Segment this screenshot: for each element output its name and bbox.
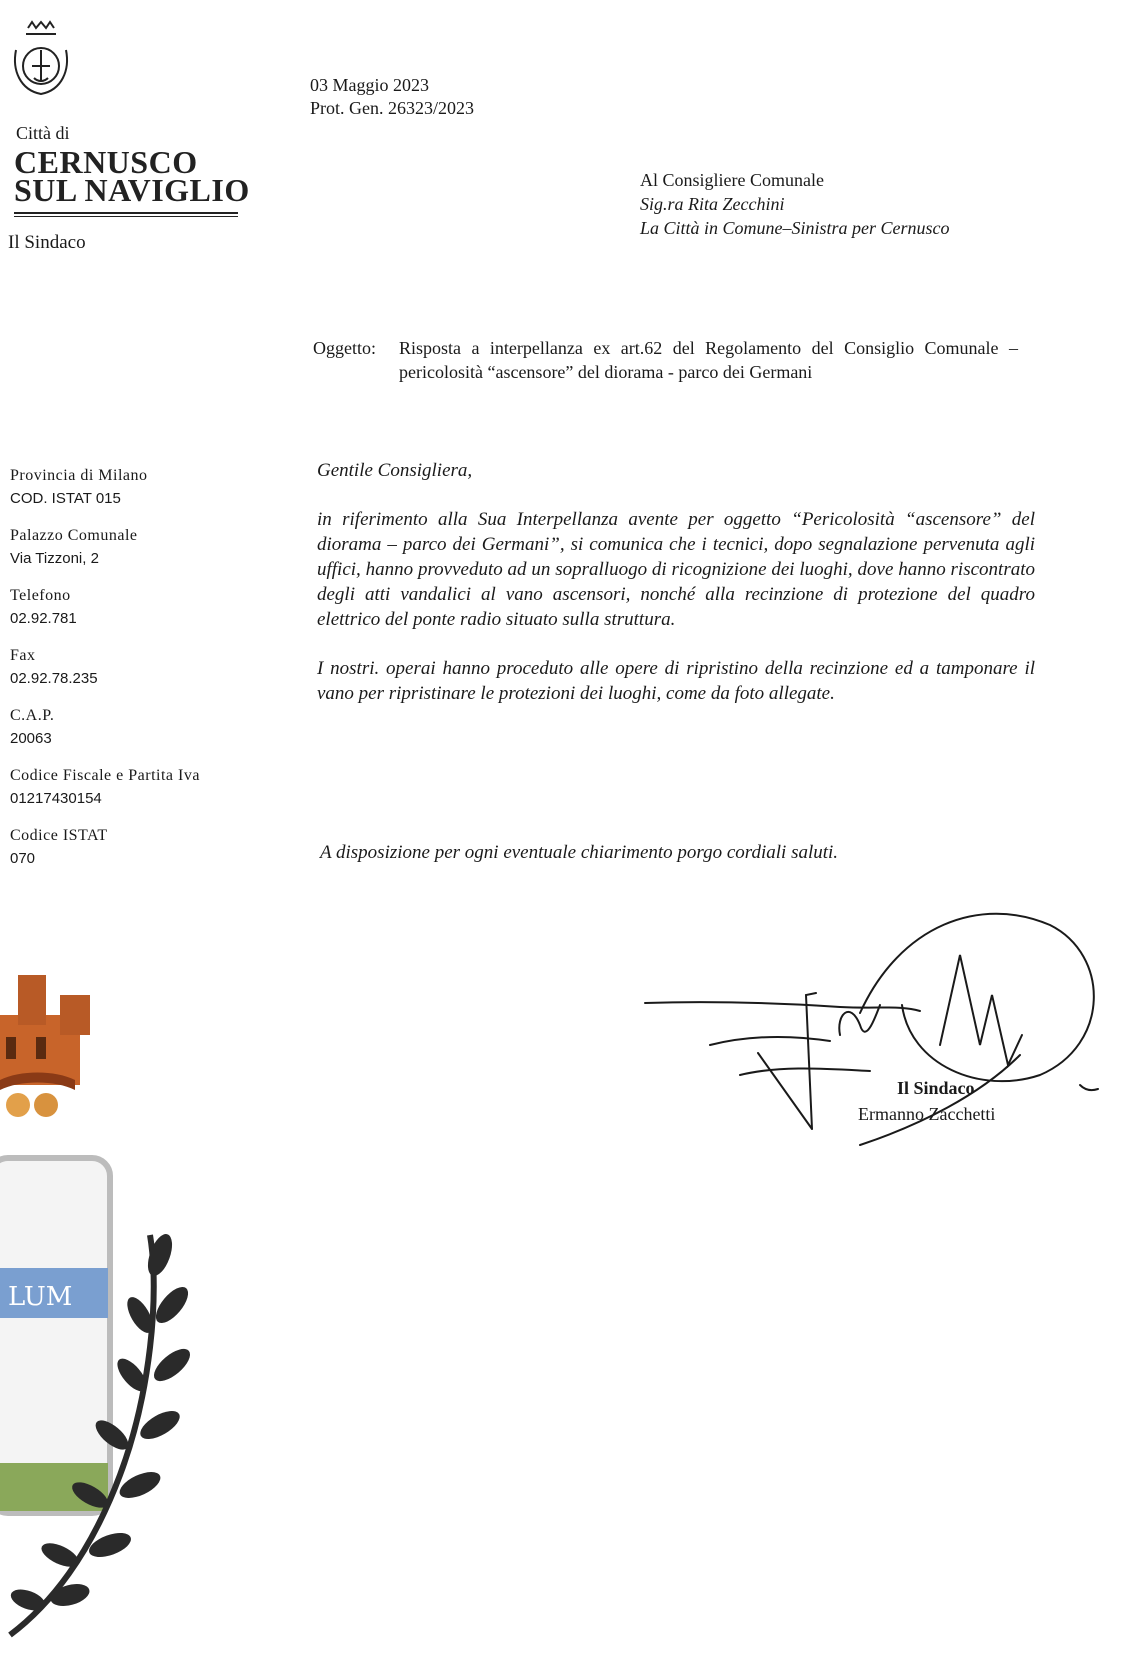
subject-block: [313, 336, 1018, 384]
sidebar-value: Via Tizzoni, 2: [10, 550, 99, 567]
sidebar-item-postal-code: [10, 704, 280, 750]
sidebar-label: C.A.P.: [10, 707, 55, 724]
coat-of-arms-icon: [0, 975, 210, 1665]
sidebar-item-province: [10, 464, 280, 510]
sidebar-value: 02.92.78.235: [10, 670, 98, 687]
recipient-role: Al Consigliere Comunale: [640, 170, 824, 190]
sidebar-item-address: [10, 524, 280, 570]
city-prefix: Città di: [16, 123, 70, 143]
protocol-number: Prot. Gen. 26323/2023: [310, 98, 474, 118]
recipient-name: Sig.ra Rita Zecchini: [640, 194, 785, 214]
recipient-group: La Città in Comune–Sinistra per Cernusco: [640, 218, 950, 238]
sidebar-value: 02.92.781: [10, 610, 77, 627]
city-name-line1: CERNUSCO: [14, 144, 198, 180]
body-paragraph-1: in riferimento alla Sua Interpellanza avente per oggetto “Pericolosità “ascensore” del diorama – parco dei Germani”, si comunica che i tecnici, dopo segnalazione pervenuta agli uffici, hanno provveduto ad un sopralluogo di ricognizione dei luoghi, dove hanno riscontrato degli atti vandalici al vano ascensori, nonché alla recinzione di protezione del quadro elettrico del ponte radio situato sulla struttura.: [317, 509, 1035, 630]
sidebar-value: COD. ISTAT 015: [10, 490, 121, 507]
sidebar-item-tax-code: [10, 764, 280, 810]
city-name-line2: SUL NAVIGLIO: [14, 172, 250, 208]
city-logo-icon: [10, 20, 72, 100]
letter-date: 03 Maggio 2023: [310, 75, 429, 95]
sidebar-value: 20063: [10, 730, 52, 747]
date-block: [310, 74, 474, 120]
sidebar-label: Telefono: [10, 587, 71, 604]
sidebar-label: Palazzo Comunale: [10, 527, 138, 544]
body-paragraph-2: I nostri. operai hanno proceduto alle opere di ripristino della recinzione ed a tamponare il vano per ripristinare le protezioni dei luoghi, come da foto allegate.: [317, 658, 1035, 704]
signature-title: Il Sindaco: [897, 1078, 975, 1098]
city-name: [14, 144, 250, 208]
recipient-block: [640, 168, 950, 240]
sidebar-item-phone: [10, 584, 280, 630]
greeting: Gentile Consigliera,: [317, 460, 473, 481]
subject-text: Risposta a interpellanza ex art.62 del Regolamento del Consiglio Comunale – pericolosità “ascensore” del diorama - parco dei Germani: [399, 338, 1018, 382]
sidebar-label: Codice ISTAT: [10, 827, 108, 844]
signature-name: Ermanno Zacchetti: [858, 1104, 996, 1124]
sidebar-value: 070: [10, 850, 36, 867]
sidebar-label: Fax: [10, 647, 36, 664]
sidebar-item-fax: [10, 644, 280, 690]
letter-body: [317, 458, 1035, 730]
banner-motto: LUM: [8, 1282, 73, 1312]
header-divider: [14, 212, 238, 217]
sidebar-value: 01217430154: [10, 790, 102, 807]
sidebar-label: Provincia di Milano: [10, 467, 148, 484]
subject-label: Oggetto:: [313, 338, 376, 358]
contact-sidebar: [10, 464, 280, 884]
sender-title: Il Sindaco: [8, 232, 86, 253]
sidebar-label: Codice Fiscale e Partita Iva: [10, 767, 200, 784]
sidebar-item-istat-code: [10, 824, 280, 870]
closing-line: A disposizione per ogni eventuale chiarimento porgo cordiali saluti.: [320, 842, 839, 863]
